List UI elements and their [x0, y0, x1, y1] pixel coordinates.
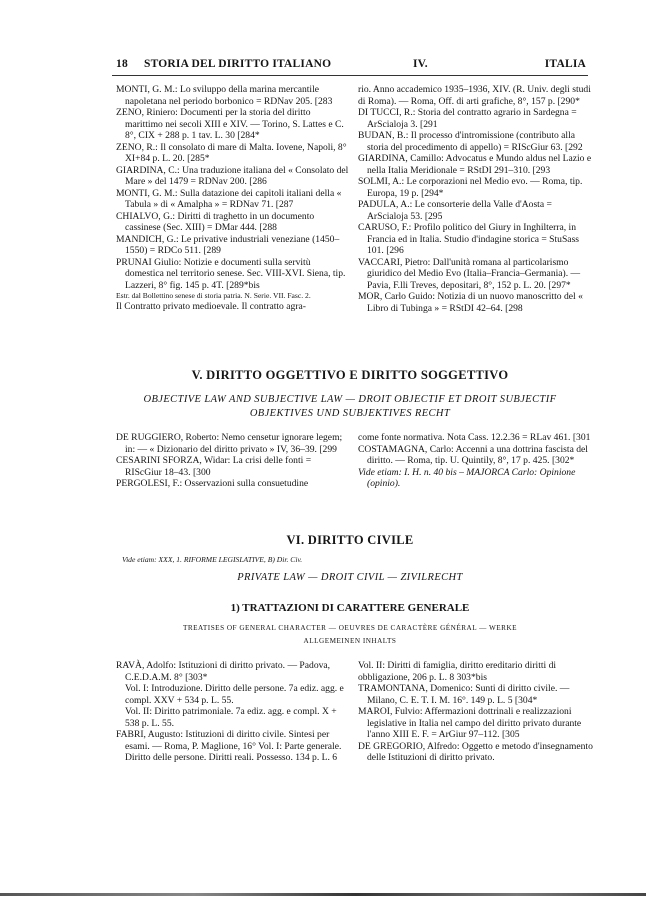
section5-right-column: [358, 432, 594, 490]
section6-left-column: [116, 660, 350, 764]
section-heading: V. DIRITTO OGGETTIVO E DIRITTO SOGGETTIVO: [191, 368, 509, 382]
bib-entry: Vol. II: Diritti di famiglia, diritto ereditario diritti di obbligazione, 206 p. L. 8 303*bis: [358, 660, 557, 683]
bib-entry: PRUNAI Giulio: Notizie e documenti sulla servitù domestica nel territorio senese. Sec. VIII-XVI. Siena, tip. Lazzeri, 8° fig. 145 p. 4T. [289*bis: [116, 256, 346, 291]
scan-edge-artifact: [0, 893, 646, 896]
subsection-heading: 1) TRATTAZIONI DI CARATTERE GENERALE: [230, 602, 470, 614]
page-number: 18: [116, 58, 128, 70]
bib-entry: CESARINI SFORZA, Widar: La crisi delle fonti = RIScGiur 18–43. [300: [116, 455, 312, 478]
running-header: [116, 58, 586, 72]
section-subtitle: OBJEKTIVES UND SUBJEKTIVES RECHT: [249, 408, 451, 419]
running-title: STORIA DEL DIRITTO ITALIANO: [144, 58, 332, 70]
section-subtitle: OBJECTIVE LAW AND SUBJECTIVE LAW — DROIT OBJECTIF ET DROIT SUBJECTIF: [143, 394, 557, 405]
bib-entry: DE RUGGIERO, Roberto: Nemo censetur ignorare legem; in: — « Dizionario del diritto privato » IV, 36–39. [299: [116, 432, 343, 455]
bib-entry: GIARDINA, Camillo: Advocatus e Mundo aldus nel Lazio e nella Italia Meridionale = RStDI 291–310. [293: [358, 153, 592, 176]
section-heading: VI. DIRITTO CIVILE: [286, 533, 414, 547]
bib-entry: Il Contratto privato medioevale. Il contratto agra-: [116, 300, 306, 312]
bib-entry: RAVÀ, Adolfo: Istituzioni di diritto privato. — Padova, C.E.D.A.M. 8° [303*: [116, 660, 331, 683]
bib-entry: PADULA, A.: Le consorterie della Valle d'Aosta = ArScialoja 53. [295: [358, 199, 552, 222]
bib-note: Estr. dal Bollettino senese di storia patria. N. Serie. VII. Fasc. 2.: [116, 291, 311, 300]
header-rule: [112, 75, 588, 76]
bib-entry: MONTI, G. M.: Sulla datazione dei capitoli italiani della « Tabula » di « Amalpha » = RDNav 71. [287: [116, 187, 342, 210]
bib-entry: DI TUCCI, R.: Storia del contratto agrario in Sardegna = ArScialoja 3. [291: [358, 107, 577, 130]
bib-entry: FABRI, Augusto: Istituzioni di diritto civile. Sintesi per esami. — Roma, P. Maglione, 16° Vol. I: Parte generale. Diritto delle persone. Diritti reali. Possesso. 134 p. L. 6: [116, 729, 342, 763]
section5-left-column: [116, 432, 350, 490]
volume-label: IV.: [413, 58, 428, 70]
bib-entry: PERGOLESI, F.: Osservazioni sulla consuetudine: [116, 478, 309, 489]
bib-entry: TRAMONTANA, Domenico: Sunti di diritto civile. — Milano, C. E. T. I. M. 16°. 149 p. L. 5 [304*: [358, 683, 570, 706]
bib-entry: MANDICH, G.: Le privative industriali veneziane (1450–1550) = RDCo 511. [289: [116, 233, 340, 256]
subsection-translation: ALLGEMEINEN INHALTS: [303, 637, 397, 645]
bib-entry: come fonte normativa. Nota Cass. 12.2.36 = RLav 461. [301: [358, 432, 591, 443]
bib-entry: DE GREGORIO, Alfredo: Oggetto e metodo d'insegnamento delle Istituzioni di diritto privato.: [358, 740, 593, 763]
bib-entry: SOLMI, A.: Le corporazioni nel Medio evo. — Roma, tip. Europa, 19 p. [294*: [358, 176, 583, 199]
region-label: ITALIA: [544, 58, 586, 70]
bib-entry: MOR, Carlo Guido: Notizia di un nuovo manoscritto del « Libro di Tubinga » = RStDI 42–64. [298: [358, 291, 583, 314]
bib-entry: CARUSO, F.: Profilo politico del Giury in Inghilterra, in Francia ed in Italia. Studio d'indagine storica = StuSass 101. [296: [358, 222, 580, 256]
bib-entry: MONTI, G. M.: Lo sviluppo della marina mercantile napoletana nel periodo borbonico = RDNav 205. [283: [116, 84, 333, 107]
bib-entry: GIARDINA, C.: Una traduzione italiana del « Consolato del Mare » del 1479 = RDNav 200. [286: [116, 164, 349, 187]
bib-subentry: Vol. I: Introduzione. Diritto delle persone. 7a ediz. agg. e compl. XXV + 534 p. L. 55.: [125, 683, 344, 706]
top-left-column: [116, 84, 350, 312]
vide-etiam-note: Vide etiam: XXX, 1. RIFORME LEGISLATIVE, B) Dir. Civ.: [122, 555, 303, 564]
top-right-column: [358, 84, 594, 314]
bib-entry: ZENO, R.: Il consolato di mare di Malta. Iovene, Napoli, 8° XI+84 p. L. 20. [285*: [116, 141, 347, 164]
section-subtitle: PRIVATE LAW — DROIT CIVIL — ZIVILRECHT: [237, 572, 463, 583]
bib-entry: MAROI, Fulvio: Affermazioni dottrinali e realizzazioni legislative in Italia nel campo del diritto privato durante l'anno XIII E. F. = ArGiur 97–112. [305: [358, 706, 582, 740]
bib-entry: ZENO, Riniero: Documenti per la storia del diritto marittimo nei secoli XIII e XIV. — Torino, S. Lattes e C. 8°, CIX + 288 p. 1 tav. L. 30 [284*: [116, 107, 344, 141]
bib-entry: CHIALVO, G.: Diritti di traghetto in un documento cassinese (Sec. XIII) = DMar 444. [288: [116, 210, 315, 233]
bib-entry: Vide etiam: I. H. n. 40 bis – MAJORCA Carlo: Opinione (opinio).: [358, 466, 576, 489]
bib-entry: BUDAN, B.: Il processo d'intromissione (contributo alla storia del procedimento di appello) = RIScGiur 63. [292: [358, 130, 583, 153]
bib-entry: VACCARI, Pietro: Dall'unità romana al particolarismo giuridico del Medio Evo (Italia–Francia–Germania). — Pavia, F.lli Treves, depositari, 8°, 152 p. L. 20. [297*: [358, 256, 581, 291]
bib-subentry: Vol. II: Diritto patrimoniale. 7a ediz. agg. e compl. X + 538 p. L. 55.: [125, 706, 337, 729]
bib-entry: COSTAMAGNA, Carlo: Accenni a una dottrina fascista del diritto. — Roma, tip. U. Quintily, 8°, 17 p. 425. [302*: [358, 443, 588, 466]
bib-entry: rio. Anno accademico 1935–1936, XIV. (R. Univ. degli studi di Roma). — Roma, Off. di arti grafiche, 8°, 157 p. [290*: [358, 84, 591, 107]
subsection-translation: TREATISES OF GENERAL CHARACTER — OEUVRES DE CARACTÈRE GÉNÉRAL — WERKE: [182, 624, 518, 632]
section6-right-column: [358, 660, 594, 764]
